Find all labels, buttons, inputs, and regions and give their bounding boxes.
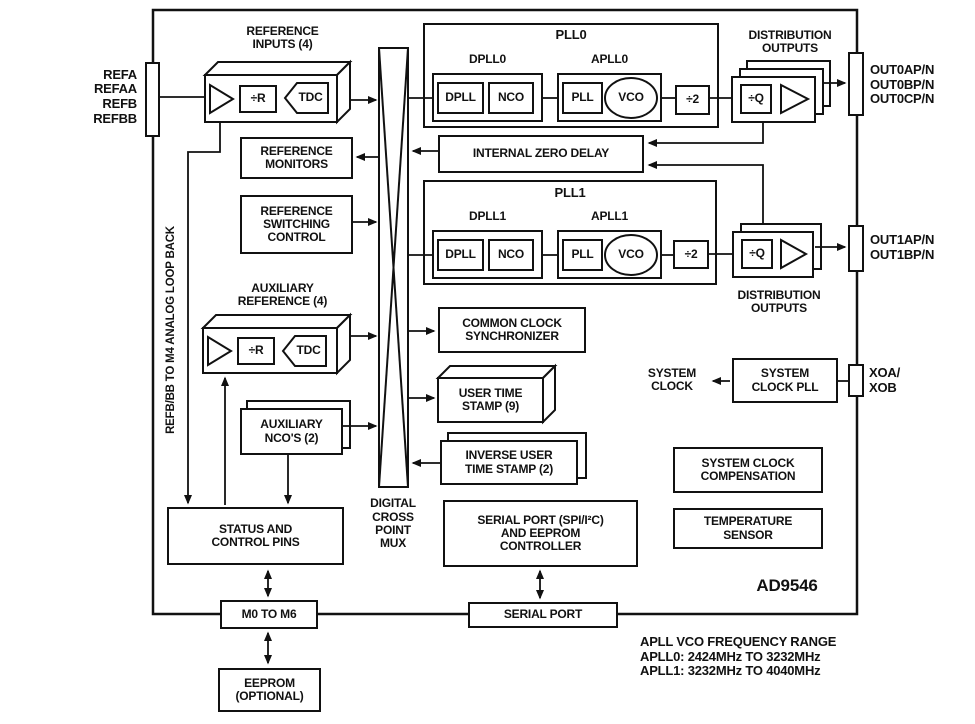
block-label: DPLL [445, 90, 476, 105]
block-label: SERIAL PORT [503, 607, 583, 622]
block-label: DPLL [445, 247, 476, 262]
block-label: INVERSE USER [465, 448, 553, 463]
label-line: CROSS [372, 509, 414, 524]
block-label: CONTROLLER [499, 539, 582, 554]
eeprom-box [218, 668, 321, 712]
xo-pin-labels [869, 364, 919, 397]
dpll1-dpll-box [437, 239, 484, 271]
block-label: STAMP (9) [461, 399, 520, 413]
divider-label: ÷R [250, 91, 266, 106]
user-time-stamp-label [438, 378, 543, 422]
block-label: REFERENCE [260, 143, 333, 158]
block-label: STATUS AND [218, 521, 293, 536]
out0-pin-block [848, 52, 864, 116]
footer-line: APLL0: 2424MHz TO 3232MHz [640, 648, 821, 664]
block-label: TIME STAMP (2) [464, 461, 554, 476]
aux-tdc-label: TDC [296, 343, 321, 358]
label-line: MUX [379, 536, 407, 551]
loopback-label: REFB/BB TO M4 ANALOG LOOP BACK [164, 226, 177, 434]
pin-label: OUT0BP/N [870, 76, 935, 92]
footer-note [640, 631, 890, 683]
distribution-outputs-bottom-label [714, 286, 844, 318]
part-number: AD9546 [756, 576, 818, 596]
divider-label: ÷2 [686, 92, 699, 107]
system-clock-pll-box [732, 358, 838, 403]
out1-pin-block [848, 225, 864, 272]
apll1-pll-box [562, 239, 603, 271]
block-label: CONTROL PINS [211, 535, 300, 549]
out1-pin-labels [870, 231, 960, 264]
reference-monitors-box [240, 137, 353, 179]
xo-pin-block [848, 364, 864, 397]
block-label: SERIAL PORT (SPI/I²C) [477, 512, 604, 527]
serial-port-controller-box [443, 500, 638, 567]
distribution-outputs-top-label [725, 26, 855, 58]
block-label: PLL [571, 90, 594, 105]
divider-label: ÷Q [749, 246, 765, 261]
internal-zero-delay-box [438, 135, 644, 173]
apll1-vco-label: VCO [618, 247, 644, 262]
pin-label: OUT0CP/N [870, 91, 935, 107]
inverse-uts-box [440, 440, 578, 485]
block-label: CLOCK PLL [751, 379, 819, 394]
out0-divq-box [740, 84, 772, 114]
pin-label: OUT0AP/N [870, 62, 935, 78]
common-clock-sync-box [438, 307, 586, 353]
block-label: NCO'S (2) [264, 430, 319, 445]
reference-inputs-block [205, 62, 350, 122]
block-label: REFERENCE [260, 203, 333, 218]
block-label: MONITORS [265, 157, 328, 171]
label-line: INPUTS (4) [252, 37, 313, 51]
aux-nco-box [240, 408, 343, 455]
aux-divider-box [237, 337, 275, 365]
footer-line: APLL VCO FREQUENCY RANGE [640, 634, 837, 650]
label-line: CLOCK [651, 379, 693, 393]
block-label: TEMPERATURE [703, 514, 793, 529]
ref-tdc-label: TDC [298, 90, 323, 105]
ref-divider-box [239, 85, 277, 113]
ref-pin-block [145, 62, 160, 137]
dpll0-dpll-box [437, 82, 484, 114]
footer-line: APLL1: 3232MHz TO 4040MHz [640, 663, 821, 679]
pll0-div2-box [675, 85, 710, 115]
out0-pin-labels [870, 61, 960, 109]
aux-reference-block [203, 315, 350, 373]
pin-label: XOB [869, 379, 897, 395]
label-line: DISTRIBUTION [737, 287, 821, 302]
divider-label: ÷R [248, 343, 264, 358]
label-line: REFERENCE (4) [237, 294, 328, 308]
block-label: CONTROL [267, 230, 326, 245]
block-label: COMMON CLOCK [462, 315, 562, 330]
block-label: INTERNAL ZERO DELAY [472, 146, 610, 161]
out1-divq-box [741, 239, 773, 269]
pll0-title: PLL0 [555, 27, 587, 43]
pin-label: XOA/ [869, 364, 900, 380]
block-label: M0 TO M6 [241, 606, 297, 621]
pin-label: OUT1BP/N [870, 246, 935, 262]
system-clock-comp-box [673, 447, 823, 493]
apll0-label: APLL0 [590, 52, 628, 67]
label-line: DISTRIBUTION [748, 27, 832, 42]
pin-label: OUT1AP/N [870, 231, 935, 247]
label-line: DIGITAL [370, 496, 416, 511]
dpll0-label: DPLL0 [468, 52, 506, 67]
label-line: SYSTEM [647, 365, 697, 380]
block-label: NCO [497, 247, 525, 262]
aux-reference-label [215, 279, 350, 311]
m0-m6-box [220, 600, 318, 629]
reference-switching-box [240, 195, 353, 254]
status-control-pins-box [167, 507, 344, 565]
block-label: EEPROM [244, 675, 295, 690]
apll0-vco-label: VCO [618, 90, 644, 105]
block-label: (OPTIONAL) [235, 689, 304, 703]
divider-label: ÷Q [748, 91, 764, 106]
pll1-title: PLL1 [554, 185, 586, 201]
pin-label: REFA [103, 66, 137, 82]
apll1-label: APLL1 [590, 209, 628, 224]
block-label: SYNCHRONIZER [465, 329, 559, 343]
block-label: NCO [497, 90, 525, 105]
apll0-pll-box [562, 82, 603, 114]
pin-label: REFAA [93, 81, 137, 97]
block-label: PLL [571, 247, 594, 262]
label-line: AUXILIARY [251, 280, 314, 295]
label-line: REFERENCE [246, 23, 319, 38]
block-label: SWITCHING [263, 216, 330, 231]
ref-pin-labels [80, 64, 137, 130]
label-line: OUTPUTS [751, 301, 807, 315]
block-label: SYSTEM CLOCK [701, 455, 795, 470]
temperature-sensor-box [673, 508, 823, 549]
crosspoint-mux-shape [379, 48, 408, 487]
dpll0-nco-box [488, 82, 534, 114]
block-label: SYSTEM [760, 366, 810, 381]
dpll1-nco-box [488, 239, 534, 271]
reference-inputs-label [215, 22, 350, 54]
serial-port-box [468, 602, 618, 628]
pin-label: REFB [102, 96, 137, 111]
pll1-div2-box [673, 240, 709, 269]
block-label: COMPENSATION [700, 469, 796, 483]
block-label: SENSOR [723, 527, 773, 542]
block-label: AND EEPROM [500, 525, 581, 540]
crosspoint-mux-label [353, 494, 433, 554]
label-line: POINT [375, 523, 411, 537]
divider-label: ÷2 [684, 246, 698, 261]
block-label: USER TIME [458, 385, 523, 400]
pin-label: REFBB [93, 110, 137, 126]
block-label: AUXILIARY [260, 417, 323, 432]
system-clock-label [638, 364, 706, 396]
label-line: OUTPUTS [762, 41, 818, 55]
dpll1-label: DPLL1 [468, 209, 506, 224]
